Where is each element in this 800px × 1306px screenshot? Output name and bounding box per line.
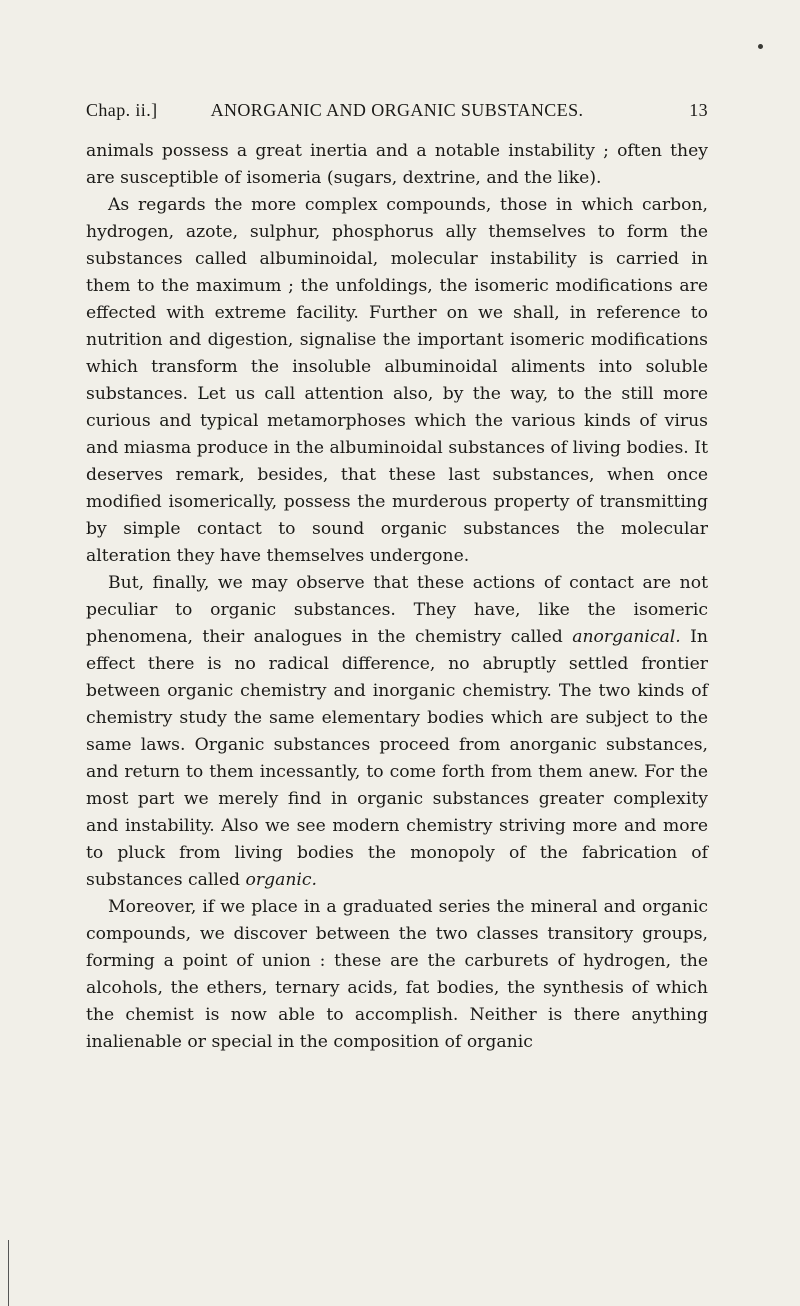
paragraph-3-text-b: In effect there is no radical difference, no abruptly settled frontier between organic chemistry and inorganic chemistry. The two kinds of chemistry study the same elementary bodies which are subject to the same laws. Organic substances proceed from anorganic substances, and return to them incessantly, to come forth from them anew. For the most part we merely find in organic substances greater complexity and instability. Also we see modern chemistry striving more and more to pluck from living bodies the monopoly of the fabrication of substances called <box>86 627 709 890</box>
paragraph-2: As regards the more complex compounds, those in which carbon, hydrogen, azote, sulphur, phosphorus ally themselves to form the substances called albuminoidal, molecular instability is carried in them to the maximum ; the unfoldings, the isomeric modifications are effected with extreme facility. Further on we shall, in reference to nutrition and digestion, signalise the important isomeric modifications which transform the insoluble albuminoidal aliments into soluble substances. Let us call attention also, by the way, to the still more curious and typical metamorphoses which the various kinds of virus and miasma produce in the albuminoidal substances of living bodies. It deserves remark, besides, that these last substances, when once modified isomerically, possess the murderous property of transmitting by simple contact to sound organic substances the molecular alteration they have themselves undergone. <box>86 195 708 566</box>
paragraph-3-text-a: But, finally, we may observe that these actions of contact are not peculiar to organic substances. They have, like the isomeric phenomena, their analogues in the chemistry called <box>86 573 708 647</box>
chapter-label: Chap. ii.] <box>86 100 158 120</box>
page-edge-mark <box>8 1240 9 1306</box>
body-text <box>86 138 708 1056</box>
page-number: 13 <box>689 100 708 120</box>
ink-speck <box>758 44 763 49</box>
paragraph-3 <box>86 570 708 894</box>
header-title: ANORGANIC AND ORGANIC SUBSTANCES. <box>210 100 584 120</box>
running-header <box>86 100 708 128</box>
paragraph-1: animals possess a great inertia and a notable instability ; often they are susceptible of isomeria (sugars, dextrine, and the like). <box>86 141 708 188</box>
italic-anorganical: anorganical. <box>572 627 681 647</box>
italic-organic: organic. <box>245 870 318 890</box>
paragraph-4: Moreover, if we place in a graduated series the mineral and organic compounds, we discover between the two classes transitory groups, forming a point of union : these are the carburets of hydrogen, the alcohols, the ethers, ternary acids, fat bodies, the synthesis of which the chemist is now able to accomplish. Neither is there anything inalienable or special in the composition of organic <box>86 897 708 1052</box>
